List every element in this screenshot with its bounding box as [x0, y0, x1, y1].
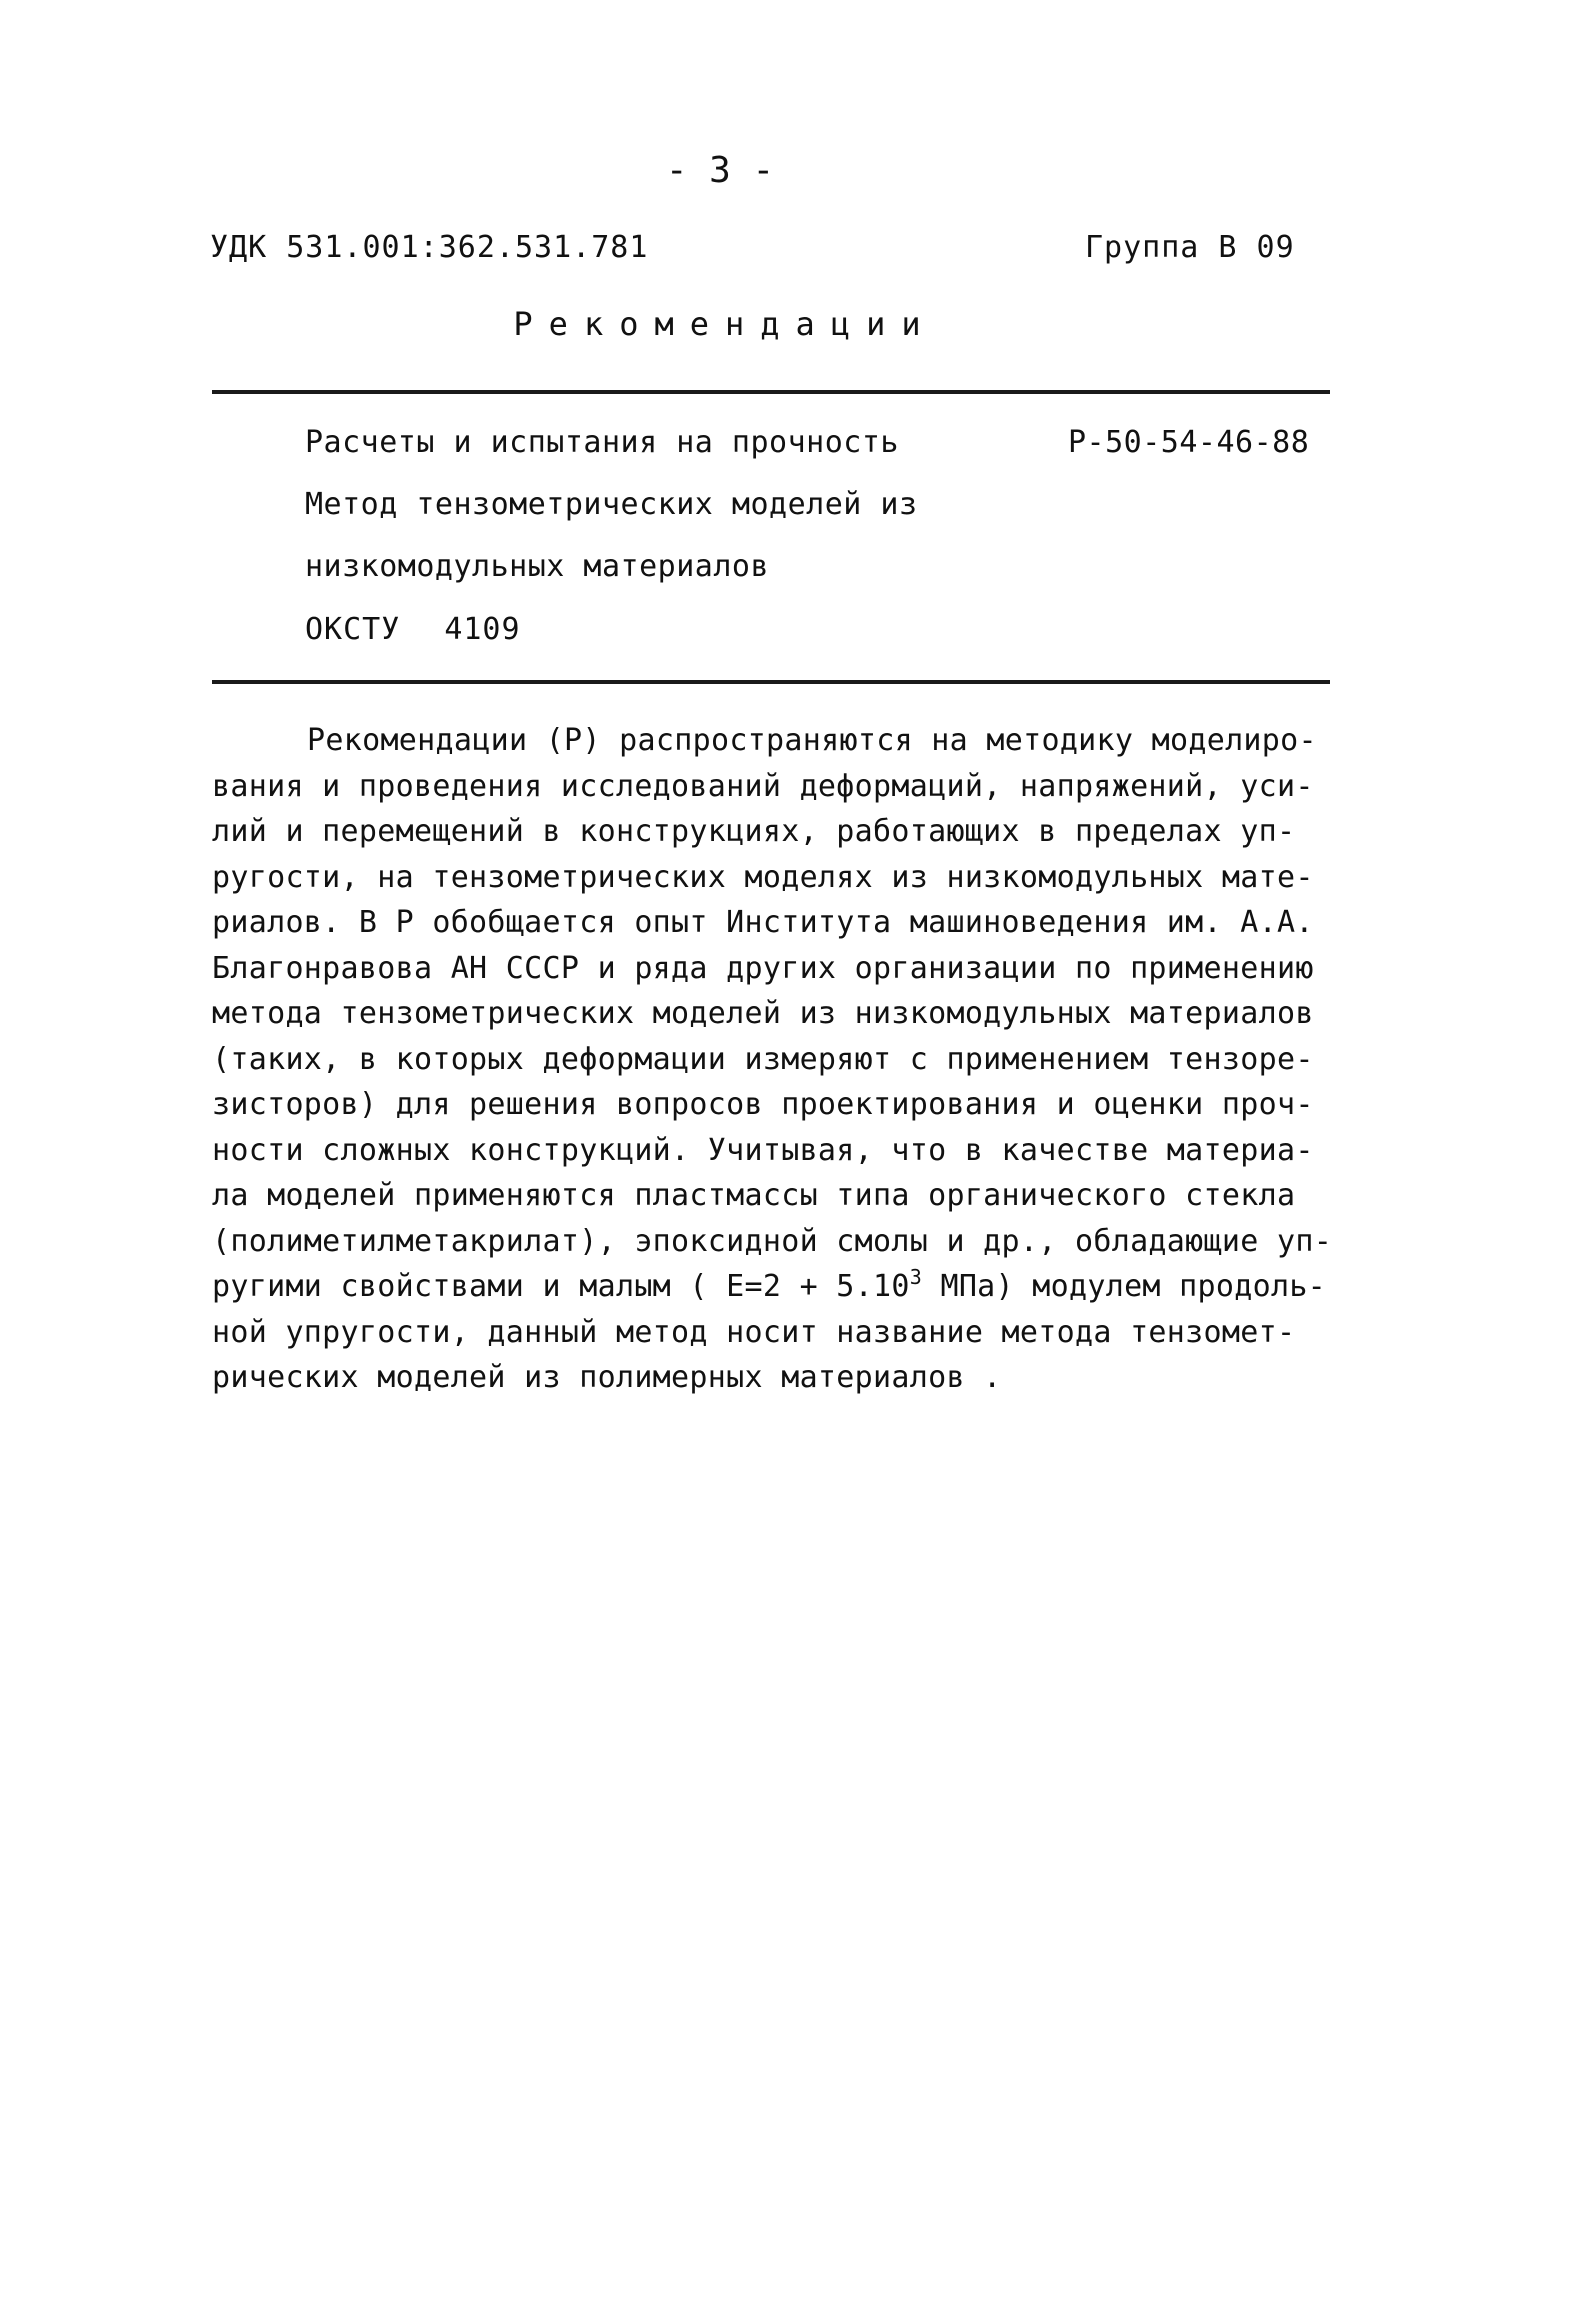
- okstu-label: ОКСТУ: [305, 612, 401, 647]
- title-line: Метод тензометрических моделей из: [305, 487, 918, 522]
- top-divider: [212, 390, 1330, 394]
- body-line-modulus: [212, 1264, 1392, 1310]
- body-line: метода тензометрических моделей из низкомодульных материалов: [212, 996, 1314, 1031]
- title-line: низкомодульных материалов: [305, 549, 770, 584]
- document-kind-heading: Рекомендации: [513, 305, 937, 343]
- title-line: Расчеты и испытания на прочность: [305, 425, 899, 460]
- body-line: ности сложных конструкций. Учитывая, что в качестве материа-: [212, 1132, 1314, 1168]
- document-title: [305, 412, 918, 598]
- body-line: Рекомендации (Р) распространяются на методику моделиро-: [307, 723, 1317, 758]
- body-line: Благонравова АН СССР и ряда других организации по применению: [212, 950, 1314, 986]
- bottom-divider: [212, 680, 1330, 684]
- body-line: (таких, в которых деформации измеряют с применением тензоре-: [212, 1041, 1314, 1077]
- body-line: рических моделей из полимерных материалов .: [212, 1360, 1002, 1395]
- body-line: ла моделей применяются пластмассы типа органического стекла: [212, 1178, 1296, 1213]
- group-code: Группа В 09: [1085, 230, 1295, 265]
- udk-code: УДК 531.001:362.531.781: [210, 230, 649, 265]
- modulus-text-after: МПа) модулем продоль-: [922, 1269, 1327, 1304]
- body-line: лий и перемещений в конструкциях, работающих в пределах уп-: [212, 814, 1296, 849]
- page-number: - 3 -: [665, 150, 775, 191]
- body-line: риалов. В Р обобщается опыт Института машиноведения им. А.А.: [212, 905, 1314, 940]
- modulus-text-before: ругими свойствами и малым ( Е=2 + 5.10: [212, 1269, 910, 1304]
- okstu-value: 4109: [444, 612, 521, 647]
- document-designation: Р-50-54-46-88: [1068, 425, 1310, 460]
- modulus-exponent: 3: [909, 1265, 923, 1289]
- body-line: вания и проведения исследований деформаций, напряжений, уси-: [212, 768, 1314, 804]
- body-paragraph: [212, 718, 1392, 1401]
- okstu-code: [305, 612, 521, 647]
- body-line: зисторов) для решения вопросов проектирования и оценки проч-: [212, 1087, 1314, 1122]
- body-line: ной упругости, данный метод носит название метода тензомет-: [212, 1314, 1296, 1350]
- body-line: ругости, на тензометрических моделях из низкомодульных мате-: [212, 859, 1314, 895]
- body-line: (полиметилметакрилат), эпоксидной смолы и др., обладающие уп-: [212, 1223, 1333, 1259]
